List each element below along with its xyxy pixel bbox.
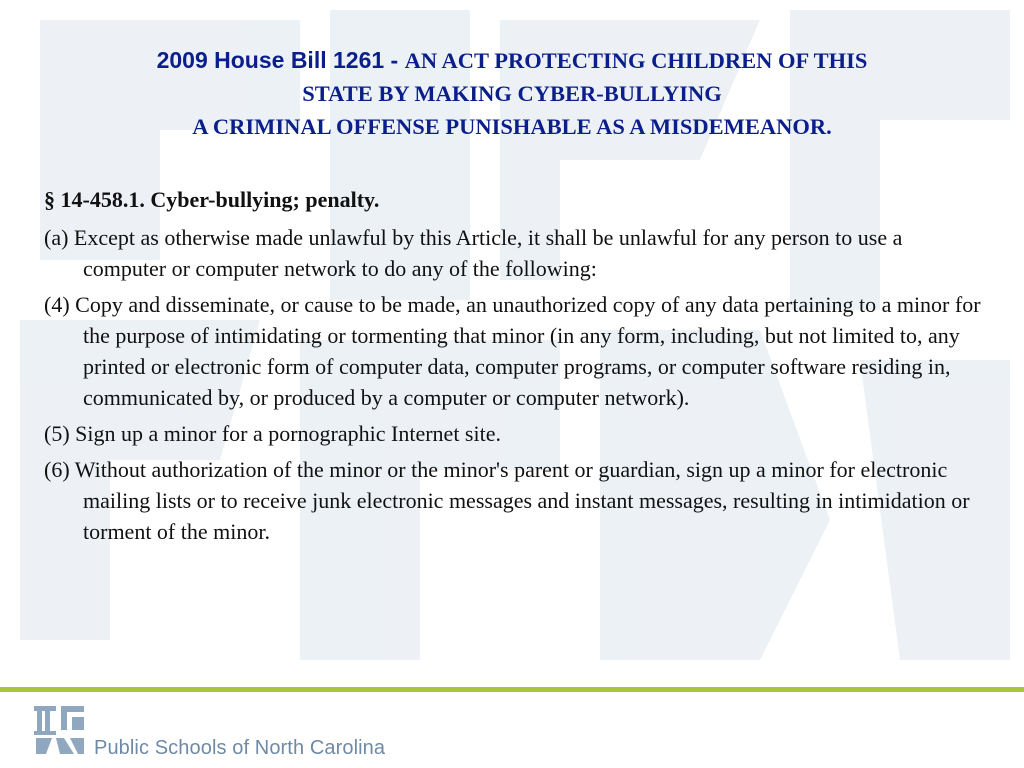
paragraph-a: (a) Except as otherwise made unlawful by this Article, it shall be unlawful for any person to use a computer or computer network to do any of the following: <box>44 225 903 281</box>
ncdpi-logo-icon <box>34 704 86 754</box>
bill-number: 2009 House Bill 1261 - <box>156 47 405 73</box>
act-title-line-3: A CRIMINAL OFFENSE PUNISHABLE AS A MISDEMEANOR. <box>192 114 832 139</box>
paragraph-4: (4) Copy and disseminate, or cause to be made, an unauthorized copy of any data pertaining to a minor for the purpose of intimidating or tormenting that minor (in any form, including, but not limited to, any printed or electronic form of computer data, computer programs, or computer software residing in, communicated by, or produced by a computer or computer network). <box>44 292 981 410</box>
paragraph-5: (5) Sign up a minor for a pornographic Internet site. <box>44 421 501 446</box>
statute-body <box>44 184 984 552</box>
slide-title <box>40 44 984 143</box>
act-title-line-2: STATE BY MAKING CYBER-BULLYING <box>302 81 722 106</box>
section-heading: § 14-458.1. Cyber-bullying; penalty. <box>44 187 380 212</box>
paragraph-6: (6) Without authorization of the minor or the minor's parent or guardian, sign up a minor for electronic mailing lists or to receive junk electronic messages and instant messages, resulting in intimidation or torment of the minor. <box>44 457 970 544</box>
organization-name: Public Schools of North Carolina <box>94 737 386 759</box>
act-title-line-1: AN ACT PROTECTING CHILDREN OF THIS <box>404 48 868 73</box>
